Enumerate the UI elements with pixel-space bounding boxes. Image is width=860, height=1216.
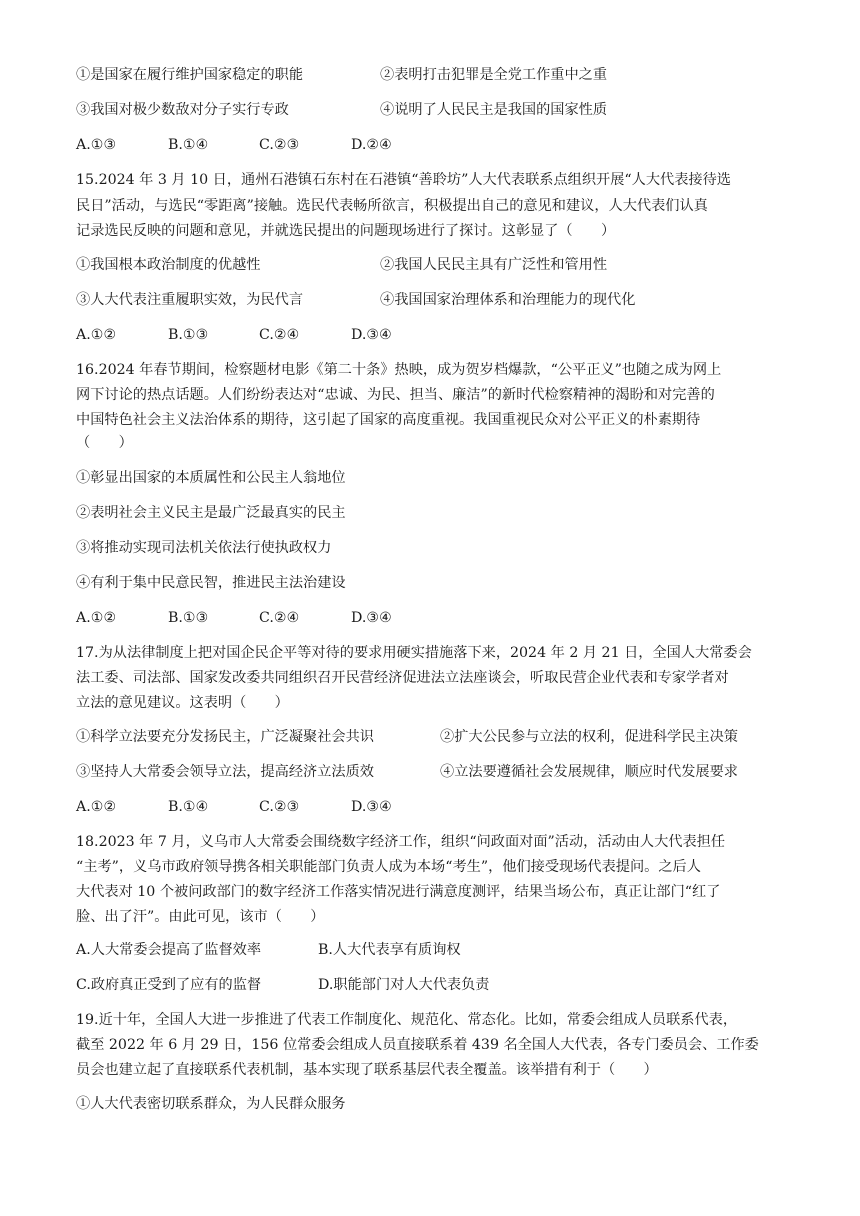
- q14-answer-d: D.②④: [351, 137, 392, 153]
- q15-answer-a: A.①②: [76, 327, 117, 343]
- q16-option-3: ③将推动实现司法机关依法行使执政权力: [76, 540, 332, 556]
- q17-option-4: ④立法要遵循社会发展规律，顺应时代发展要求: [440, 764, 738, 780]
- q15-answer-d: D.③④: [351, 327, 392, 343]
- q19-stem-line-2: 截至 2022 年 6 月 29 日，156 位常委会组成人员直接联系着 439 名全国人大代表，各专门委员会、工作委: [76, 1037, 759, 1053]
- q15-option-4: ④我国国家治理体系和治理能力的现代化: [380, 292, 636, 308]
- q16-option-4: ④有利于集中民意民智，推进民主法治建设: [76, 575, 346, 591]
- q18-stem-line-3: 大代表对 10 个被问政部门的数字经济工作落实情况进行满意度测评，结果当场公布，真正让部门“红了: [76, 884, 721, 900]
- q18-option-d: D.职能部门对人大代表负责: [318, 977, 490, 993]
- q16-stem-line-3: 中国特色社会主义法治体系的期待，这引起了国家的高度重视。我国重视民众对公平正义的朴素期待: [76, 412, 701, 428]
- q16-stem-line-2: 网下讨论的热点话题。人们纷纷表达对“忠诚、为民、担当、廉洁”的新时代检察精神的渴盼和对完善的: [76, 387, 715, 403]
- q15-stem-line-3: 记录选民反映的问题和意见，并就选民提出的问题现场进行了探讨。这彰显了（ ）: [76, 223, 616, 239]
- q17-option-3: ③坚持人大常委会领导立法，提高经济立法质效: [76, 764, 374, 780]
- q15-stem-line-2: 民日”活动，与选民“零距离”接触。选民代表畅所欲言，积极提出自己的意见和建议，人大代表们认真: [76, 198, 708, 214]
- q14-answer-a: A.①③: [76, 137, 117, 153]
- q15-option-1: ①我国根本政治制度的优越性: [76, 257, 261, 273]
- q14-option-3: ③我国对极少数敌对分子实行专政: [76, 102, 289, 118]
- q14-option-2: ②表明打击犯罪是全党工作重中之重: [380, 67, 608, 83]
- q16-answer-c: C.②④: [259, 610, 300, 626]
- q15-answer-b: B.①③: [168, 327, 209, 343]
- q16-option-1: ①彰显出国家的本质属性和公民主人翁地位: [76, 470, 346, 486]
- q17-option-1: ①科学立法要充分发扬民主，广泛凝聚社会共识: [76, 729, 374, 745]
- q14-answer-b: B.①④: [168, 137, 209, 153]
- q18-stem-line-2: “主考”，义乌市政府领导携各相关职能部门负责人成为本场“考生”，他们接受现场代表提问。之后人: [76, 859, 701, 875]
- q17-stem-line-3: 立法的意见建议。这表明（ ）: [76, 695, 289, 711]
- q18-option-a: A.人大常委会提高了监督效率: [76, 942, 262, 958]
- q19-option-1: ①人大代表密切联系群众，为人民群众服务: [76, 1096, 346, 1112]
- q18-option-c: C.政府真正受到了应有的监督: [76, 977, 262, 993]
- q17-answer-b: B.①④: [168, 799, 209, 815]
- q16-stem-line-1: 16.2024 年春节期间，检察题材电影《第二十条》热映，成为贺岁档爆款，“公平正义”也随之成为网上: [76, 362, 722, 378]
- q17-option-2: ②扩大公民参与立法的权利，促进科学民主决策: [440, 729, 738, 745]
- q16-answer-a: A.①②: [76, 610, 117, 626]
- q14-answer-c: C.②③: [259, 137, 300, 153]
- q15-option-3: ③人大代表注重履职实效，为民代言: [76, 292, 304, 308]
- q15-answer-c: C.②④: [259, 327, 300, 343]
- q18-stem-line-4: 脸、出了汗”。由此可见，该市（ ）: [76, 909, 325, 925]
- q17-stem-line-1: 17.为从法律制度上把对国企民企平等对待的要求用硬实措施落下来，2024 年 2 月 21 日，全国人大常委会: [76, 645, 752, 661]
- q17-answer-a: A.①②: [76, 799, 117, 815]
- q18-stem-line-1: 18.2023 年 7 月，义乌市人大常委会围绕数字经济工作，组织“问政面对面”活动，活动由人大代表担任: [76, 834, 726, 850]
- q17-stem-line-2: 法工委、司法部、国家发改委共同组织召开民营经济促进法立法座谈会，听取民营企业代表和专家学者对: [76, 670, 729, 686]
- q14-option-1: ①是国家在履行维护国家稳定的职能: [76, 67, 304, 83]
- q18-option-b: B.人大代表享有质询权: [318, 942, 461, 958]
- q17-answer-c: C.②③: [259, 799, 300, 815]
- q16-answer-d: D.③④: [351, 610, 392, 626]
- q14-option-4: ④说明了人民民主是我国的国家性质: [380, 102, 608, 118]
- q19-stem-line-1: 19.近十年，全国人大进一步推进了代表工作制度化、规范化、常态化。比如，常委会组成人员联系代表，: [76, 1012, 738, 1028]
- q16-answer-b: B.①③: [168, 610, 209, 626]
- q16-stem-line-4: （ ）: [76, 435, 133, 451]
- q15-stem-line-1: 15.2024 年 3 月 10 日，通州石港镇石东村在石港镇“善聆坊”人大代表联系点组织开展“人大代表接待选: [76, 172, 731, 188]
- q16-option-2: ②表明社会主义民主是最广泛最真实的民主: [76, 505, 346, 521]
- q15-option-2: ②我国人民民主具有广泛性和管用性: [380, 257, 608, 273]
- q19-stem-line-3: 员会也建立起了直接联系代表机制，基本实现了联系基层代表全覆盖。该举措有利于（ ）: [76, 1062, 658, 1078]
- q17-answer-d: D.③④: [351, 799, 392, 815]
